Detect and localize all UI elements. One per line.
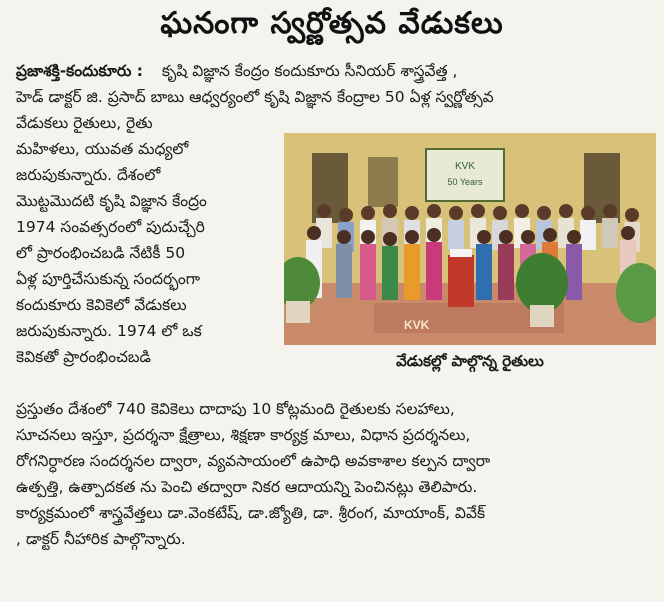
headline: ఘనంగా స్వర్ణోత్సవ వేడుకలు (160, 6, 504, 41)
floor-text: KVK (404, 318, 430, 332)
narrow-line: లో ప్రారంభించబడి నేటికీ 50 (16, 244, 186, 262)
article-full-line: , డాక్టర్ నీహారిక పాల్గొన్నారు. (16, 530, 186, 548)
group-photo-illustration (284, 133, 656, 345)
event-photo (284, 133, 656, 345)
narrow-line: కెవికతో ప్రారంభించబడి (16, 348, 151, 366)
photo-caption: వేడుకల్లో పాల్గొన్న రైతులు (396, 352, 544, 370)
narrow-line: ఏళ్ల పూర్తిచేసుకున్న సందర్భంగా (16, 270, 200, 288)
dateline: ప్రజాశక్తి-కందుకూరు : (16, 62, 143, 80)
article-full-line: సూచనలు ఇస్తూ, ప్రదర్శనా క్షేత్రాలు, శిక్షణా కార్యక్ర మాలు, విధాన ప్రదర్శనలు, (16, 426, 471, 444)
banner-line-2: 50 Years (447, 177, 483, 187)
banner-line-1: KVK (454, 161, 476, 172)
article-full-line: రోగనిర్ధారణ సందర్శనల ద్వారా, వ్యవసాయంలో ఉపాధి అవకాశాల కల్పన ద్వారా (16, 452, 491, 470)
article-full-line: ఉత్పత్తి, ఉత్పాదకత ను పెంచి తద్వారా నికర ఆదాయన్ని పెంచినట్లు తెలిపారు. (16, 478, 478, 496)
narrow-line: జరుపుకున్నారు. దేశంలో (16, 166, 161, 184)
article-line-2: హెడ్ డాక్టర్ జి. ప్రసాద్ బాబు ఆధ్వర్యంలో కృషి విజ్ఞాన కేంద్రాల 50 ఏళ్ల స్వర్ణోత్సవ (16, 88, 494, 106)
narrow-line: మొట్టమొదటి కృషి విజ్ఞాన కేంద్రం (16, 192, 207, 210)
narrow-line: మహిళలు, యువత మధ్యలో (16, 140, 189, 158)
cake-table (448, 255, 474, 307)
narrow-line: కందుకూరు కెవికెలో వేడుకలు (16, 296, 187, 314)
narrow-line: 1974 సంవత్సరంలో పుదుచ్చేరి (16, 218, 205, 236)
article-full-line: కార్యక్రమంలో శాస్త్రవేత్తలు డా.వెంకటేష్, డా.జ్యోతి, డా. శ్రీరంగ, మాయాంక్, వివేక్ (16, 504, 486, 522)
article-line-1-text: కృషి విజ్ఞాన కేంద్రం కందుకూరు సీనియర్ శాస్త్రవేత్త , (161, 62, 458, 80)
article-line-1 (16, 58, 652, 84)
narrow-line: వేడుకలు రైతులు, రైతు (16, 114, 153, 132)
narrow-line: జరుపుకున్నారు. 1974 లో ఒక (16, 322, 202, 340)
article-full-line: ప్రస్తుతం దేశంలో 740 కెవికెలు దాదాపు 10 కోట్లమంది రైతులకు సలహాలు, (16, 400, 455, 418)
